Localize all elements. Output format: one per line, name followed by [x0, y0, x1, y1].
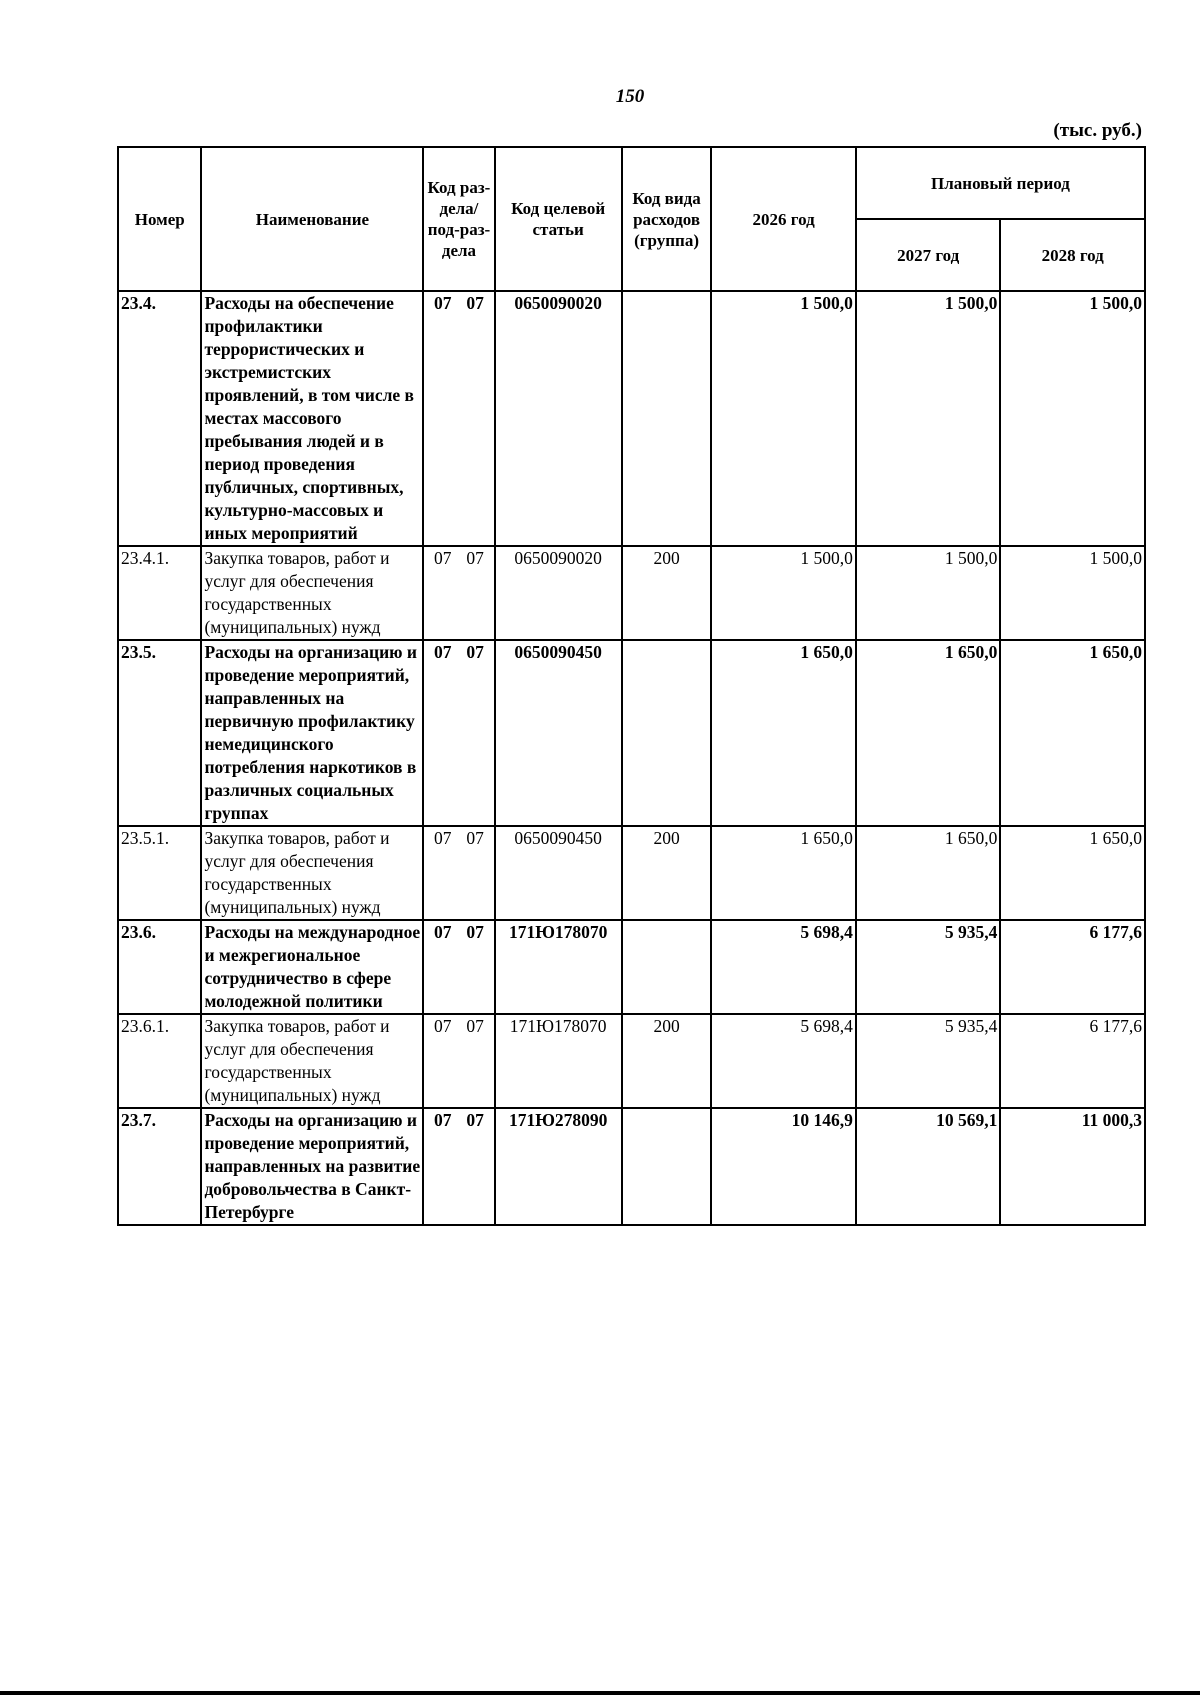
row-value-2027: 1 650,0 — [856, 640, 1001, 826]
row-target-code: 171Ю178070 — [495, 1014, 622, 1108]
row-section-code — [423, 1108, 494, 1225]
header-expense-code: Код вида расходов (группа) — [622, 147, 712, 291]
budget-table — [117, 146, 1146, 1226]
table-row — [118, 1014, 1145, 1108]
header-section-code: Код раз-дела/ под-раз-дела — [423, 147, 494, 291]
row-target-code: 0650090020 — [495, 291, 622, 546]
row-value-2026: 5 698,4 — [711, 920, 856, 1014]
subsection: 07 — [466, 642, 484, 662]
section: 07 — [434, 922, 452, 942]
row-value-2027: 5 935,4 — [856, 920, 1001, 1014]
row-section-code — [423, 291, 494, 546]
page-number: 150 — [615, 86, 645, 107]
scan-edge-line — [0, 1691, 1200, 1695]
row-number: 23.7. — [118, 1108, 201, 1225]
row-expense-code — [622, 1108, 712, 1225]
row-number: 23.4.1. — [118, 546, 201, 640]
header-year-2027: 2027 год — [856, 219, 1001, 291]
row-section-code — [423, 1014, 494, 1108]
section: 07 — [434, 293, 452, 313]
row-value-2026: 1 650,0 — [711, 640, 856, 826]
row-name: Расходы на организацию и проведение мероприятий, направленных на развитие добровольчества в Санкт-Петербурге — [201, 1108, 423, 1225]
row-expense-code — [622, 640, 712, 826]
subsection: 07 — [466, 922, 484, 942]
row-value-2027: 1 500,0 — [856, 291, 1001, 546]
row-value-2026: 1 500,0 — [711, 546, 856, 640]
row-value-2026: 10 146,9 — [711, 1108, 856, 1225]
row-value-2027: 10 569,1 — [856, 1108, 1001, 1225]
row-value-2026: 1 650,0 — [711, 826, 856, 920]
row-number: 23.6. — [118, 920, 201, 1014]
row-expense-code — [622, 920, 712, 1014]
header-number: Номер — [118, 147, 201, 291]
units-label: (тыс. руб.) — [1053, 120, 1142, 141]
section: 07 — [434, 1016, 452, 1036]
row-name: Расходы на обеспечение профилактики террористических и экстремистских проявлений, в том числе в местах массового пребывания людей и в период проведения публичных, спортивных, культурно-массовых и иных мероприятий — [201, 291, 423, 546]
row-name: Расходы на международное и межрегиональное сотрудничество в сфере молодежной политики — [201, 920, 423, 1014]
row-name: Закупка товаров, работ и услуг для обеспечения государственных (муниципальных) нужд — [201, 826, 423, 920]
row-value-2028: 1 500,0 — [1000, 546, 1145, 640]
row-name: Закупка товаров, работ и услуг для обеспечения государственных (муниципальных) нужд — [201, 546, 423, 640]
section: 07 — [434, 828, 452, 848]
row-value-2028: 1 500,0 — [1000, 291, 1145, 546]
row-section-code — [423, 640, 494, 826]
row-name: Расходы на организацию и проведение мероприятий, направленных на первичную профилактику немедицинского потребления наркотиков в различных социальных группах — [201, 640, 423, 826]
row-target-code: 171Ю278090 — [495, 1108, 622, 1225]
row-expense-code: 200 — [622, 1014, 712, 1108]
row-number: 23.4. — [118, 291, 201, 546]
row-expense-code: 200 — [622, 546, 712, 640]
row-target-code: 0650090020 — [495, 546, 622, 640]
subsection: 07 — [466, 828, 484, 848]
subsection: 07 — [466, 293, 484, 313]
row-value-2027: 5 935,4 — [856, 1014, 1001, 1108]
section: 07 — [434, 1110, 452, 1130]
row-name: Закупка товаров, работ и услуг для обеспечения государственных (муниципальных) нужд — [201, 1014, 423, 1108]
row-value-2028: 6 177,6 — [1000, 920, 1145, 1014]
row-value-2027: 1 500,0 — [856, 546, 1001, 640]
header-year-2028: 2028 год — [1000, 219, 1145, 291]
table-row — [118, 826, 1145, 920]
row-expense-code: 200 — [622, 826, 712, 920]
row-section-code — [423, 546, 494, 640]
table-row — [118, 920, 1145, 1014]
subsection: 07 — [466, 1016, 484, 1036]
header-name: Наименование — [201, 147, 423, 291]
row-expense-code — [622, 291, 712, 546]
header-planning-period: Плановый период — [856, 147, 1145, 219]
row-value-2028: 11 000,3 — [1000, 1108, 1145, 1225]
row-value-2028: 1 650,0 — [1000, 640, 1145, 826]
row-value-2026: 5 698,4 — [711, 1014, 856, 1108]
row-number: 23.6.1. — [118, 1014, 201, 1108]
row-value-2028: 1 650,0 — [1000, 826, 1145, 920]
row-value-2026: 1 500,0 — [711, 291, 856, 546]
subsection: 07 — [466, 548, 484, 568]
row-target-code: 0650090450 — [495, 640, 622, 826]
row-section-code — [423, 920, 494, 1014]
table-row — [118, 1108, 1145, 1225]
table-row — [118, 640, 1145, 826]
header-year-2026: 2026 год — [711, 147, 856, 291]
table-row — [118, 291, 1145, 546]
subsection: 07 — [466, 1110, 484, 1130]
header-target-code: Код целевой статьи — [495, 147, 622, 291]
table-row — [118, 546, 1145, 640]
section: 07 — [434, 548, 452, 568]
row-number: 23.5. — [118, 640, 201, 826]
row-section-code — [423, 826, 494, 920]
row-value-2027: 1 650,0 — [856, 826, 1001, 920]
row-number: 23.5.1. — [118, 826, 201, 920]
row-target-code: 0650090450 — [495, 826, 622, 920]
row-value-2028: 6 177,6 — [1000, 1014, 1145, 1108]
section: 07 — [434, 642, 452, 662]
row-target-code: 171Ю178070 — [495, 920, 622, 1014]
